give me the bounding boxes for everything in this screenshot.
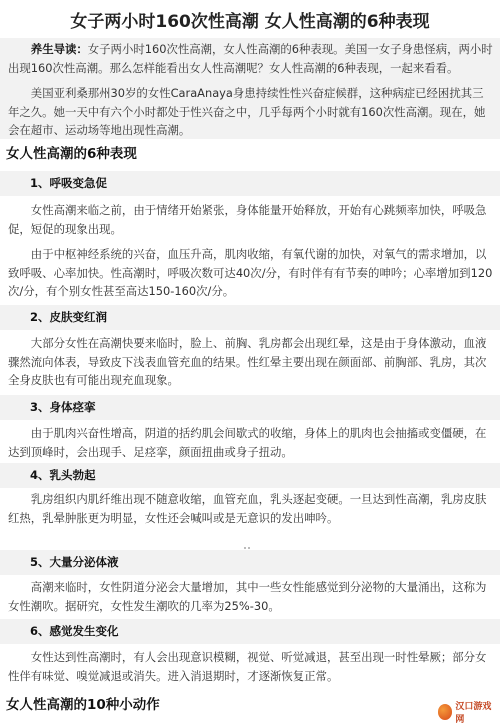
item-paragraph: 由于中枢神经系统的兴奋，血压升高，肌肉收缩，有氧代谢的加快，对氧气的需求增加，以致呼吸、心率加快。性高潮时，呼吸次数可达40次/分，有时伴有有节奏的呻吟；心率增加到120次/分，有个别女性甚至高达150-160次/分。: [8, 247, 493, 298]
watermark-text: 汉口游戏网: [455, 702, 492, 725]
section-heading-ten-actions: 女人性高潮的10种小动作: [6, 697, 160, 713]
item-header-1: [0, 171, 500, 196]
item-paragraph: 女性达到性高潮时，有人会出现意识模糊，视觉、听觉减退，甚至出现一时性晕厥；部分女性伴有味觉、嗅觉减退或消失。进入消退期时，才逐渐恢复正常。: [8, 650, 487, 683]
item-paragraph: 女性高潮来临之前，由于情绪开始紧张，身体能量开始释放，开始有心跳频率加快，呼吸急促，短促的现象出现。: [8, 203, 487, 236]
item-header-3: [0, 395, 500, 420]
item-title: 4、乳头勃起: [30, 468, 96, 482]
item-title: 5、大量分泌体液: [30, 555, 119, 569]
item-header-4: [0, 463, 500, 488]
item-paragraph: 高潮来临时，女性阴道分泌会大量增加，其中一些女性能感觉到分泌物的大量涌出，这称为女性潮吹。据研究，女性发生潮吹的几率为25%-30。: [8, 580, 487, 613]
item-title: 1、呼吸变急促: [30, 176, 108, 190]
site-logo-icon: [438, 704, 452, 720]
item-title: 3、身体痉挛: [30, 400, 96, 414]
item-title: 2、皮肤变红润: [30, 310, 108, 324]
item-paragraph: 由于肌肉兴奋性增高，阴道的括约肌会间歇式的收缩，身体上的肌肉也会抽搐或变僵硬，在达到顶峰时，会出现手、足痉挛，颜面扭曲或身子扭动。: [8, 426, 487, 459]
intro-text: 女子两小时160次性高潮，女人性高潮的6种表现。美国一女子身患怪病，两小时出现160次性高潮。那么怎样能看出女人性高潮呢？女人性高潮的6种表现，一起来看看。: [8, 42, 493, 75]
page-title: 女子两小时160次性高潮 女人性高潮的6种表现: [70, 12, 430, 32]
page-break-dots: [244, 538, 256, 542]
intro-paragraph: [8, 40, 494, 77]
case-paragraph: 美国亚利桑那州30岁的女性CaraAnaya身患持续性性兴奋症候群，这种病症已经困扰其三年之久。她一天中有六个小时都处于性兴奋之中，几乎每两个小时就有160次性高潮。现在，她会在超市、运动场等地出现性高潮。: [8, 86, 486, 137]
item-paragraph: 乳房组织内肌纤维出现不随意收缩，血管充血，乳头逐起变硬。一旦达到性高潮，乳房皮肤红热，乳晕肿胀更为明显，女性还会喊叫或是无意识的发出呻吟。: [8, 492, 487, 525]
item-header-5: [0, 550, 500, 575]
item-header-6: [0, 619, 500, 644]
item-title: 6、感觉发生变化: [30, 624, 119, 638]
item-paragraph: 大部分女性在高潮快要来临时，脸上、前胸、乳房都会出现红晕，这是由于身体激动，血液骤然流向体表，导致皮下浅表血管充血的结果。性红晕主要出现在颜面部、前胸部、乳房，其次全身皮肤也有可能出现充血现象。: [8, 336, 487, 387]
section-heading-six-signs: 女人性高潮的6种表现: [6, 146, 137, 162]
intro-label: 养生导读：: [30, 42, 88, 56]
item-header-2: [0, 305, 500, 330]
site-watermark: [438, 701, 500, 723]
